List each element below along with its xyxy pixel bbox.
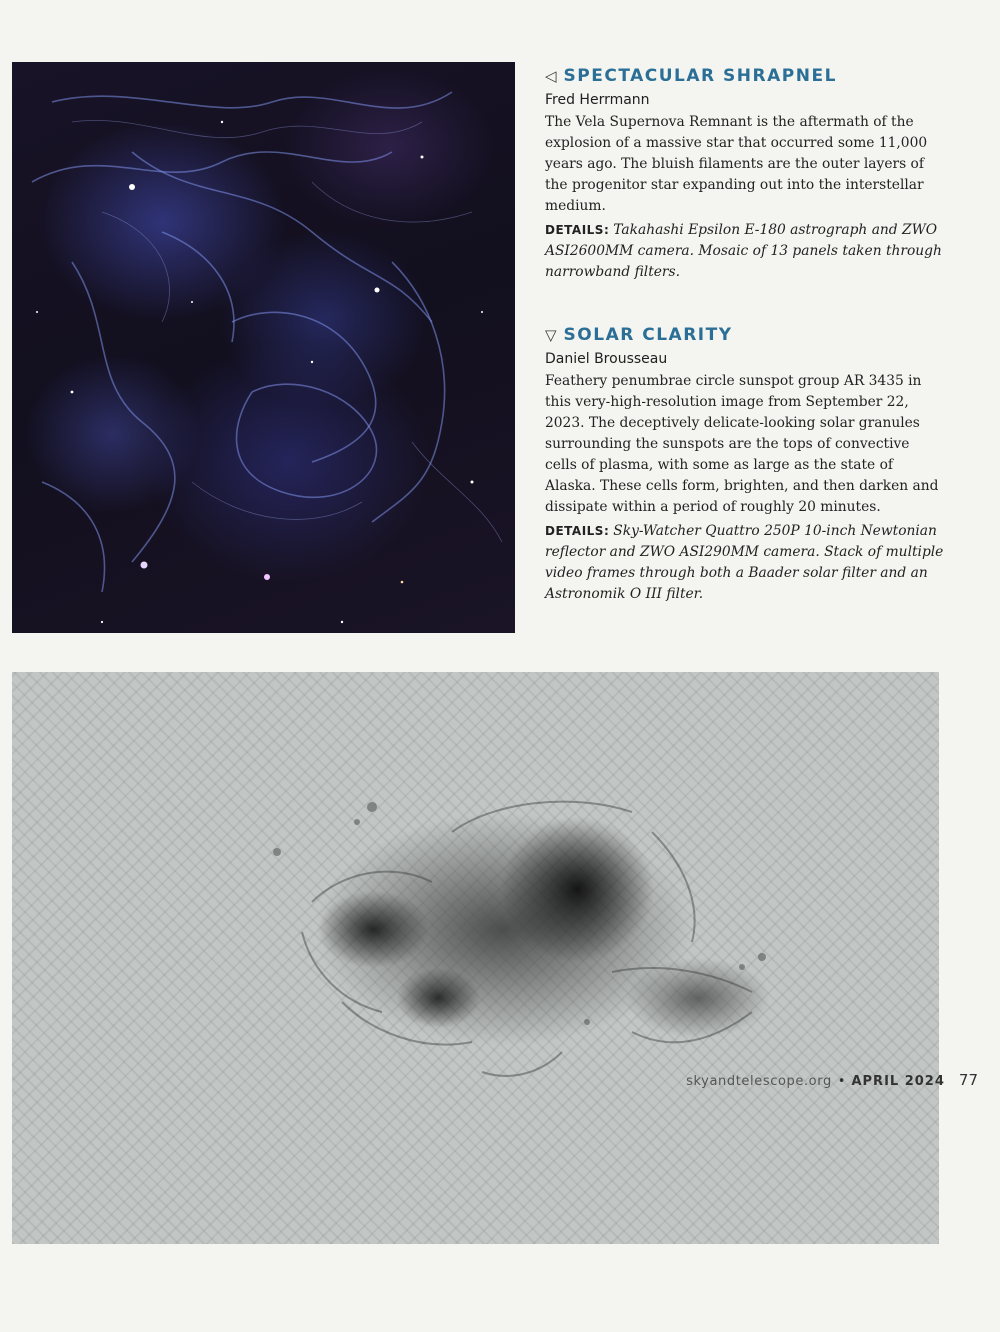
nebula-filaments (12, 62, 515, 633)
photographer-credit: Fred Herrmann (545, 92, 650, 108)
caption-solar-clarity (545, 325, 945, 605)
sunspot-penumbra (12, 672, 939, 1244)
caption-title-text: SOLAR CLARITY (563, 325, 733, 345)
caption-details (545, 521, 945, 605)
page-footer (686, 1071, 978, 1089)
caption-title-text: SPECTACULAR SHRAPNEL (563, 66, 837, 86)
footer-bullet: • (837, 1074, 846, 1089)
details-label: DETAILS: (545, 223, 610, 237)
details-label: DETAILS: (545, 524, 610, 538)
triangle-left-icon: ◁ (545, 67, 557, 85)
caption-body: The Vela Supernova Remnant is the aftermath of the explosion of a massive star that occurred some 11,000 years ago. The bluish filaments are the outer layers of the progenitor star expanding out into the interstellar medium. (545, 114, 928, 214)
caption-title (545, 66, 945, 86)
details-text: Takahashi Epsilon E-180 astrograph and ZWO ASI2600MM camera. Mosaic of 13 panels taken through narrowband filters. (545, 222, 942, 280)
caption-spectacular-shrapnel (545, 66, 945, 283)
triangle-down-icon: ▽ (545, 326, 557, 344)
details-text: Sky-Watcher Quattro 250P 10-inch Newtonian reflector and ZWO ASI290MM camera. Stack of multiple video frames through both a Baader solar filter and an Astronomik O III filter. (545, 523, 944, 602)
photographer-credit: Daniel Brousseau (545, 351, 668, 367)
footer-site: skyandtelescope.org (686, 1074, 832, 1089)
vela-supernova-photo (12, 62, 515, 633)
caption-title (545, 325, 945, 345)
caption-body: Feathery penumbrae circle sunspot group AR 3435 in this very-high-resolution image from September 22, 2023. The deceptively delicate-looking solar granules surrounding the sunspots are the tops of convective cells of plasma, with some as large as the state of Alaska. These cells form, brighten, and then darken and dissipate within a period of roughly 20 minutes. (545, 373, 939, 515)
page-number: 77 (958, 1071, 978, 1089)
footer-issue: APRIL 2024 (851, 1074, 945, 1089)
caption-details (545, 220, 945, 283)
sunspot-photo (12, 672, 939, 1244)
